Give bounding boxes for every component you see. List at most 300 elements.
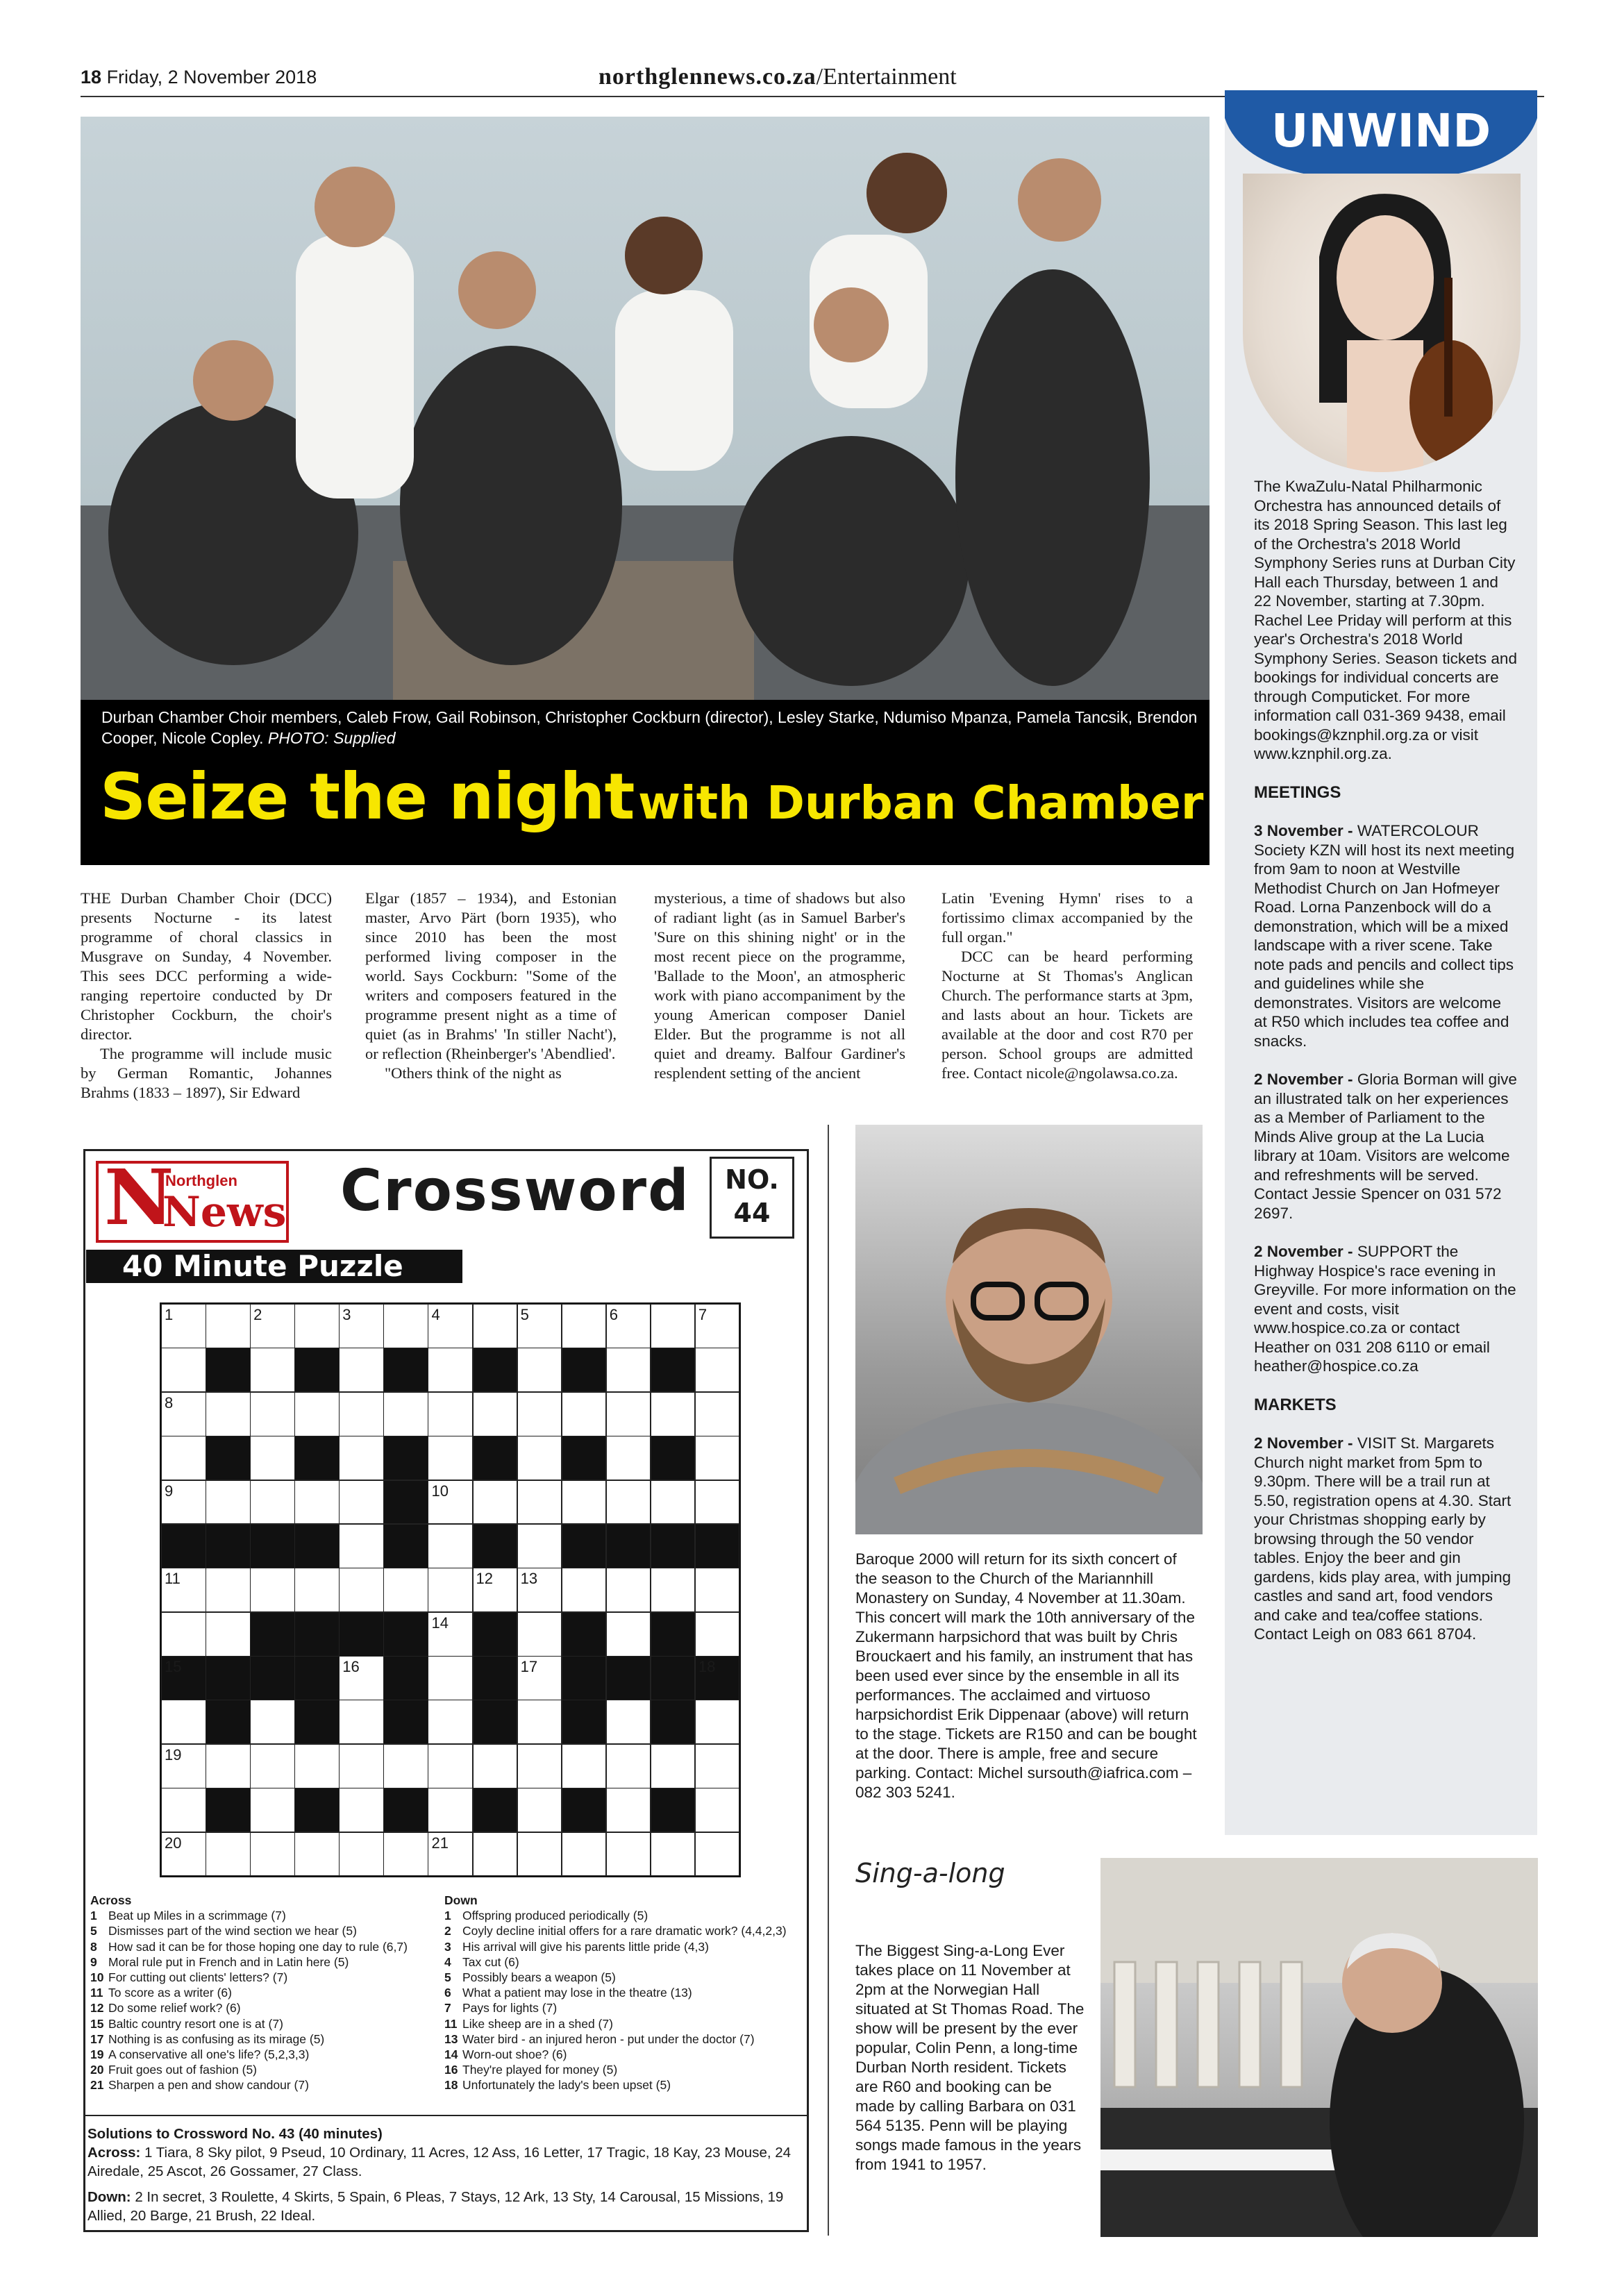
crossword-cell[interactable] [651,1744,696,1788]
clue-number: 21 [90,2078,104,2093]
crossword-cell[interactable] [250,1436,295,1480]
crossword-block [294,1524,340,1568]
crossword-cell[interactable] [473,1744,518,1788]
crossword-cell[interactable] [428,1524,473,1568]
clue-text: What a patient may lose in the theatre (13) [462,1986,692,2000]
crossword-cell[interactable] [383,1832,428,1877]
clue-item [90,1923,451,1938]
choir-photo-illustration [81,117,1209,700]
clue-number: 4 [444,1954,451,1969]
clue-number: 19 [90,2047,104,2062]
crossword-block [473,1788,518,1832]
clue-number: 5 [444,1970,451,1985]
crossword-block [206,1524,251,1568]
crossword-cell[interactable] [606,1568,651,1612]
clue-text: Dismisses part of the wind section we hear (5) [108,1924,357,1938]
crossword-cell[interactable] [250,1832,295,1877]
crossword-cell[interactable] [606,1348,651,1392]
crossword-cell[interactable] [339,1436,384,1480]
crossword-cell[interactable] [517,1788,562,1832]
crossword-cell[interactable] [473,1304,518,1348]
crossword-block [651,1612,696,1657]
crossword-cell[interactable] [294,1392,340,1436]
crossword-block [250,1612,295,1657]
crossword-cell[interactable] [339,1656,384,1700]
crossword-block [206,1348,251,1392]
down-heading: Down [444,1893,478,1907]
crossword-no-label: NO. [725,1164,779,1195]
crossword-block [250,1524,295,1568]
crossword-cell[interactable] [250,1480,295,1525]
market-text: VISIT St. Margarets Church night market from 5pm to 9.30pm. There will be a trail run at 5.50, registration opens at 4.30. Start your Christmas shopping early by browsing through the 50 vendor tables. Enjoy the beer and gin gardens, kids play area, with jumping castles and sand art, food vendors and cake and tea/coffee stations. Contact Leigh on 083 661 8704. [1254,1434,1512,1643]
crossword-cell[interactable] [339,1348,384,1392]
crossword-cell[interactable] [562,1832,607,1877]
crossword-block [161,1524,206,1568]
cell-number: 21 [431,1834,449,1852]
crossword-cell[interactable] [161,1348,206,1392]
clue-text: Nothing is as confusing as its mirage (5) [108,2031,325,2046]
crossword-block [161,1656,206,1700]
singalong-heading: Sing-a-long [855,1858,1005,1888]
crossword-cell[interactable] [206,1744,251,1788]
crossword-cell[interactable] [517,1348,562,1392]
crossword-block [651,1348,696,1392]
crossword-block [206,1788,251,1832]
crossword-cell[interactable] [428,1832,473,1877]
crossword-cell[interactable] [250,1348,295,1392]
clue-number: 17 [90,2031,104,2046]
crossword-block [206,1656,251,1700]
crossword-block [606,1524,651,1568]
crossword-cell[interactable] [339,1832,384,1877]
crossword-cell[interactable] [651,1568,696,1612]
singalong-text: The Biggest Sing-a-Long Ever takes place on 11 November at 2pm at the Norwegian Hall situated at St Thomas Road. The show will be present by the ever popular, Colin Penn, a long-time Durban North resident. Tickets are R60 and booking can be made by calling Barbara on 031 564 5135. Penn will be playing songs made famous in the years from 1941 to 1957. [855,1942,1085,2173]
cell-number: 19 [165,1745,182,1763]
solutions-across [87,2143,803,2181]
crossword-cell[interactable] [517,1700,562,1744]
clue-item [90,1939,451,1954]
crossword-cell[interactable] [473,1568,518,1612]
crossword-block [294,1788,340,1832]
crossword-cell[interactable] [161,1832,206,1877]
clue-number: 3 [444,1939,451,1954]
crossword-cell[interactable] [294,1304,340,1348]
clue-item [90,2000,451,2016]
harpsichordist-photo [855,1125,1203,1534]
crossword-cell[interactable] [206,1568,251,1612]
cell-number: 18 [698,1658,716,1676]
crossword-cell[interactable] [517,1392,562,1436]
meeting-text: SUPPORT the Highway Hospice's race evening in Greyville. For more information on the event and costs, visit www.hospice.co.za or contact Heather on 031 208 6110 or email heather@hospice.co.za [1254,1243,1516,1375]
crossword-block [651,1788,696,1832]
clue-item [444,2000,805,2016]
meeting-date: 3 November - [1254,822,1353,839]
crossword-cell[interactable] [517,1304,562,1348]
crossword-cell[interactable] [517,1744,562,1788]
crossword-cell[interactable] [428,1304,473,1348]
crossword-cell[interactable] [695,1568,740,1612]
crossword-cell[interactable] [428,1436,473,1480]
clue-number: 11 [90,1986,103,2000]
article-paragraph: The programme will include music by German Romantic, Johannes Brahms (1833 – 1897), Sir Edward [81,1045,332,1101]
crossword-cell[interactable] [562,1480,607,1525]
crossword-cell[interactable] [428,1480,473,1525]
crossword-cell[interactable] [428,1700,473,1744]
clue-text: For cutting out clients' letters? (7) [108,1970,288,1985]
crossword-cell[interactable] [250,1568,295,1612]
crossword-block [651,1436,696,1480]
crossword-cell[interactable] [250,1788,295,1832]
singalong-article [855,1941,1085,2175]
crossword-cell[interactable] [294,1480,340,1525]
crossword-block [473,1436,518,1480]
clue-item [90,2031,451,2047]
clue-number: 15 [90,2016,104,2031]
clue-item [444,1970,805,1985]
article-column-2 [365,889,617,1083]
meetings-heading: MEETINGS [1254,782,1341,802]
crossword-cell[interactable] [517,1568,562,1612]
crossword-block [294,1656,340,1700]
crossword-title: Crossword [340,1158,690,1224]
clue-number: 18 [444,2078,458,2093]
crossword-cell[interactable] [428,1744,473,1788]
crossword-solutions [87,2125,803,2225]
crossword-block [606,1656,651,1700]
crossword-cell[interactable] [517,1656,562,1700]
clue-number: 7 [444,2001,451,2016]
crossword-cell[interactable] [651,1304,696,1348]
meeting-date: 2 November - [1254,1071,1353,1088]
clue-item [444,2031,805,2047]
clue-text: Baltic country resort one is at (7) [108,2016,283,2031]
article-paragraph: Elgar (1857 – 1934), and Estonian master, Arvo Pärt (born 1935), who since 2010 has been the most performed living composer in the world. Says Cockburn: "Some of the writers and composers featured in the programme present night as a time of quiet (as in Brahms' 'In stiller Nacht'), or reflection (Rheinberger's 'Abendlied'. [365,889,617,1062]
unwind-listings [1254,477,1518,1664]
cell-number: 3 [342,1306,351,1323]
clue-item [444,2062,805,2077]
clue-item [444,2077,805,2093]
markets-heading: MARKETS [1254,1395,1337,1414]
crossword-cell[interactable] [651,1832,696,1877]
cell-number: 14 [431,1614,449,1632]
crossword-cell[interactable] [250,1700,295,1744]
crossword-block [562,1656,607,1700]
crossword-cell[interactable] [339,1392,384,1436]
cell-number: 13 [520,1570,538,1588]
crossword-block [250,1656,295,1700]
meeting-item [1254,821,1518,1050]
solutions-down-text: 2 In secret, 3 Roulette, 4 Skirts, 5 Spain, 6 Pleas, 7 Stays, 12 Ark, 13 Sty, 14 Carousal, 15 Missions, 19 Allied, 20 Barge, 21 Brush, 22 Ideal. [87,2189,784,2224]
clue-number: 20 [90,2063,104,2077]
crossword-cell[interactable] [606,1832,651,1877]
across-clue-list [90,1908,451,2093]
crossword-cell[interactable] [339,1304,384,1348]
crossword-block [383,1612,428,1657]
unwind-title: UNWIND [1271,104,1491,158]
crossword-cell[interactable] [517,1436,562,1480]
crossword-block [383,1788,428,1832]
crossword-cell[interactable] [517,1832,562,1877]
crossword-cell[interactable] [473,1480,518,1525]
clue-text: Water bird - an injured heron - put under the doctor (7) [462,2031,755,2046]
crossword-cell[interactable] [517,1480,562,1525]
clue-text: They're played for money (5) [462,2063,618,2077]
crossword-block [294,1348,340,1392]
crossword-cell[interactable] [383,1304,428,1348]
clue-text: To score as a writer (6) [108,1986,232,2000]
clue-item [444,1923,805,1938]
cell-number: 17 [520,1658,538,1676]
section-name: /Entertainment [816,64,957,90]
down-clues [444,1893,805,2093]
crossword-cell[interactable] [294,1744,340,1788]
crossword-cell[interactable] [339,1524,384,1568]
article-column-3 [654,889,905,1083]
crossword-cell[interactable] [606,1744,651,1788]
crossword-grid [160,1302,741,1877]
issue-date: Friday, 2 November 2018 [106,67,317,87]
crossword-cell[interactable] [161,1788,206,1832]
clue-text: Unfortunately the lady's been upset (5) [462,2078,671,2093]
crossword-cell[interactable] [250,1392,295,1436]
crossword-cell[interactable] [206,1832,251,1877]
crossword-cell[interactable] [606,1700,651,1744]
caption-text: Durban Chamber Choir members, Caleb Frow, Gail Robinson, Christopher Cockburn (director), Lesley Starke, Ndumiso Mpanza, Pamela Tancsik, Brendon Cooper, Nicole Copley. [101,708,1198,747]
clue-item [444,2047,805,2062]
solutions-title: Solutions to Crossword No. 43 (40 minutes) [87,2126,383,2142]
article-column-4 [941,889,1193,1083]
clue-number: 1 [90,1909,97,1923]
clue-text: Beat up Miles in a scrimmage (7) [108,1909,286,1923]
clue-text: Pays for lights (7) [462,2001,558,2016]
page-dateline [81,67,317,88]
clue-number: 8 [90,1939,97,1954]
market-date: 2 November - [1254,1434,1353,1452]
crossword-cell[interactable] [206,1392,251,1436]
clue-text: Tax cut (6) [462,1954,519,1969]
crossword-cell[interactable] [651,1480,696,1525]
crossword-cell[interactable] [161,1392,206,1436]
cell-number: 20 [165,1834,182,1852]
clue-item [90,2062,451,2077]
clue-text: How sad it can be for those hoping one day to rule (6,7) [108,1939,408,1954]
crossword-block [206,1436,251,1480]
crossword-cell[interactable] [383,1744,428,1788]
clue-number: 10 [90,1970,104,1985]
site-url[interactable]: northglennews.co.za [598,64,817,90]
crossword-cell[interactable] [517,1612,562,1657]
crossword-cell[interactable] [206,1480,251,1525]
clue-item [90,1954,451,1970]
crossword-cell[interactable] [562,1304,607,1348]
cell-number: 16 [342,1658,360,1676]
crossword-cell[interactable] [428,1348,473,1392]
crossword-cell[interactable] [161,1304,206,1348]
clue-text: A conservative all one's life? (5,2,3,3) [108,2047,310,2062]
cell-number: 4 [431,1306,440,1323]
crossword-cell[interactable] [161,1700,206,1744]
clue-text: His arrival will give his parents little pride (4,3) [462,1939,709,1954]
photo-credit: PHOTO: Supplied [267,729,396,747]
crossword-cell[interactable] [428,1788,473,1832]
crossword-cell[interactable] [695,1744,740,1788]
crossword-cell[interactable] [517,1524,562,1568]
crossword-cell[interactable] [339,1700,384,1744]
crossword-cell[interactable] [695,1392,740,1436]
crossword-cell[interactable] [695,1348,740,1392]
clue-number: 1 [444,1909,451,1923]
crossword-cell[interactable] [606,1392,651,1436]
crossword-cell[interactable] [606,1436,651,1480]
crossword-cell[interactable] [695,1788,740,1832]
crossword-cell[interactable] [161,1744,206,1788]
crossword-block [473,1700,518,1744]
down-clue-list [444,1908,805,2093]
crossword-cell[interactable] [428,1568,473,1612]
pianist-illustration [1100,1858,1538,2237]
cell-number: 7 [698,1306,708,1323]
crossword-cell[interactable] [294,1832,340,1877]
crossword-cell[interactable] [250,1744,295,1788]
market-item [1254,1434,1518,1644]
baroque-text: Baroque 2000 will return for its sixth concert of the season to the Church of the Mariannhill Monastery on Sunday, 4 November at 11.30am. This concert will mark the 10th anniversary of the Zukermann harpsichord that was built by Chris Brouckaert and his family, an instrument that has been used ever since by the ensemble in all its performances. The acclaimed and virtuoso harpsichordist Erik Dippenaar (above) will return to the stage. Tickets are R150 and can be bought at the door. There is ample, free and secure parking. Contact: Michel sursouth@iafrica.com – 082 303 5241. [855,1550,1197,1801]
puzzle-duration-bar: 40 Minute Puzzle [86,1250,462,1283]
clue-text: Worn-out shoe? (6) [462,2047,567,2062]
baroque-article [855,1550,1203,1802]
crossword-block [473,1348,518,1392]
crossword-cell[interactable] [695,1480,740,1525]
crossword-cell[interactable] [695,1304,740,1348]
crossword-cell[interactable] [206,1612,251,1657]
cell-number: 11 [165,1570,181,1588]
clue-number: 13 [444,2031,458,2046]
crossword-cell[interactable] [206,1304,251,1348]
page-number: 18 [81,67,102,87]
clue-item [444,1939,805,1954]
solutions-down [87,2188,803,2225]
headline-sub: with Durban Chamber [638,776,1204,830]
clue-number: 14 [444,2047,458,2062]
philharmonic-intro: The KwaZulu-Natal Philharmonic Orchestra has announced details of its 2018 Spring Season. This last leg of the Orchestra's 2018 World Symphony Series runs at Durban City Hall each Thursday, between 1 and 22 November, starting at 7.30pm. Rachel Lee Priday will perform at this year's Orchestra's 2018 World Symphony Series. Season tickets and bookings for individual concerts are through Computicket. For more information call 031-369 9438, email bookings@kznphil.org.za or visit www.kznphil.org.za. [1254,478,1517,762]
article-paragraph: DCC can be heard performing Nocturne at St Thomas's Anglican Church. The performance starts at 3pm, and lasts about an hour. Tickets are available at the door and cost R70 per person. School groups are admitted free. Contact nicole@ngolawsa.co.za. [941,948,1193,1082]
crossword-cell[interactable] [695,1612,740,1657]
headline-main: Seize the night [100,760,635,834]
article-column-1 [81,889,332,1103]
crossword-cell[interactable] [428,1392,473,1436]
clue-item [90,2077,451,2093]
clue-text: Do some relief work? (6) [108,2001,241,2016]
crossword-cell[interactable] [161,1480,206,1525]
clue-text: Like sheep are in a shed (7) [462,2016,613,2031]
crossword-cell[interactable] [161,1436,206,1480]
clue-item [444,1908,805,1923]
logo-letter: N [104,1153,174,1242]
crossword-cell[interactable] [339,1568,384,1612]
crossword-cell[interactable] [339,1744,384,1788]
cell-number: 5 [520,1306,529,1323]
crossword-cell[interactable] [562,1744,607,1788]
crossword-block [651,1700,696,1744]
article-paragraph: THE Durban Chamber Choir (DCC) presents Nocturne - its latest programme of choral classics in Musgrave on Sunday, 4 November. This sees DCC performing a wide-ranging repertoire conducted by Dr Christopher Cockburn, the choir's director. [81,889,332,1043]
crossword-block [294,1436,340,1480]
crossword-cell[interactable] [695,1832,740,1877]
across-clues [90,1893,451,2093]
crossword-cell[interactable] [651,1392,696,1436]
clue-item [90,1908,451,1923]
crossword-cell[interactable] [428,1656,473,1700]
crossword-cell[interactable] [161,1612,206,1657]
solutions-across-label: Across: [87,2145,141,2161]
crossword-cell[interactable] [294,1568,340,1612]
crossword-block [339,1612,384,1657]
clue-number: 16 [444,2063,458,2077]
crossword-block [473,1524,518,1568]
crossword-cell[interactable] [383,1392,428,1436]
crossword-cell[interactable] [473,1832,518,1877]
meeting-item [1254,1242,1518,1376]
northglen-news-logo [96,1153,289,1243]
site-banner [598,64,957,90]
crossword-block [206,1700,251,1744]
solutions-divider [83,2115,809,2116]
article-paragraph: mysterious, a time of shadows but also of radiant light (as in Samuel Barber's 'Sure on this shining night' or in the most recent piece on the programme, 'Ballade to the Moon', an atmospheric work with piano accompaniment by the young American composer Daniel Elder. But the programme is not all quiet and dreamy. Balfour Gardiner's resplendent setting of the ancient [654,889,905,1082]
cell-number: 10 [431,1482,449,1500]
crossword-cell[interactable] [428,1612,473,1657]
crossword-block [562,1348,607,1392]
crossword-number: 44 [733,1198,771,1228]
crossword-cell[interactable] [383,1568,428,1612]
clue-text: Possibly bears a weapon (5) [462,1970,616,1985]
crossword-cell[interactable] [606,1304,651,1348]
harpsichordist-illustration [855,1125,1203,1534]
crossword-block [383,1700,428,1744]
crossword-block [473,1656,518,1700]
crossword-cell[interactable] [695,1436,740,1480]
crossword-cell[interactable] [250,1304,295,1348]
crossword-cell[interactable] [562,1568,607,1612]
crossword-block [383,1656,428,1700]
across-heading: Across [90,1893,132,1907]
crossword-block [651,1656,696,1700]
crossword-block [562,1788,607,1832]
article-paragraph: "Others think of the night as [385,1064,562,1082]
crossword-cell[interactable] [339,1480,384,1525]
clue-number: 2 [444,1924,451,1938]
clue-number: 5 [90,1924,97,1938]
crossword-cell[interactable] [473,1392,518,1436]
crossword-cell[interactable] [606,1788,651,1832]
cell-number: 1 [165,1306,174,1323]
clue-text: Offspring produced periodically (5) [462,1909,648,1923]
crossword-block [473,1612,518,1657]
crossword-number-box [710,1157,794,1239]
crossword-cell[interactable] [161,1568,206,1612]
crossword-cell[interactable] [339,1788,384,1832]
crossword-cell[interactable] [606,1480,651,1525]
page-header [0,0,1624,97]
main-headline [100,760,1203,834]
crossword-block [294,1612,340,1657]
crossword-block [383,1524,428,1568]
meeting-text: Gloria Borman will give an illustrated talk on her experiences as a Member of Parliament to the Minds Alive group at the La Lucia library at 10am. Visitors are welcome and refreshments will be served. Contact Jessie Spencer on 031 572 2697. [1254,1071,1517,1222]
cell-number: 15 [165,1658,182,1676]
crossword-cell[interactable] [695,1700,740,1744]
clue-text: Coyly decline initial offers for a rare dramatic work? (4,4,2,3) [462,1924,787,1938]
crossword-cell[interactable] [562,1392,607,1436]
crossword-cell[interactable] [606,1612,651,1657]
crossword-block [695,1656,740,1700]
column-divider [828,1125,829,2236]
